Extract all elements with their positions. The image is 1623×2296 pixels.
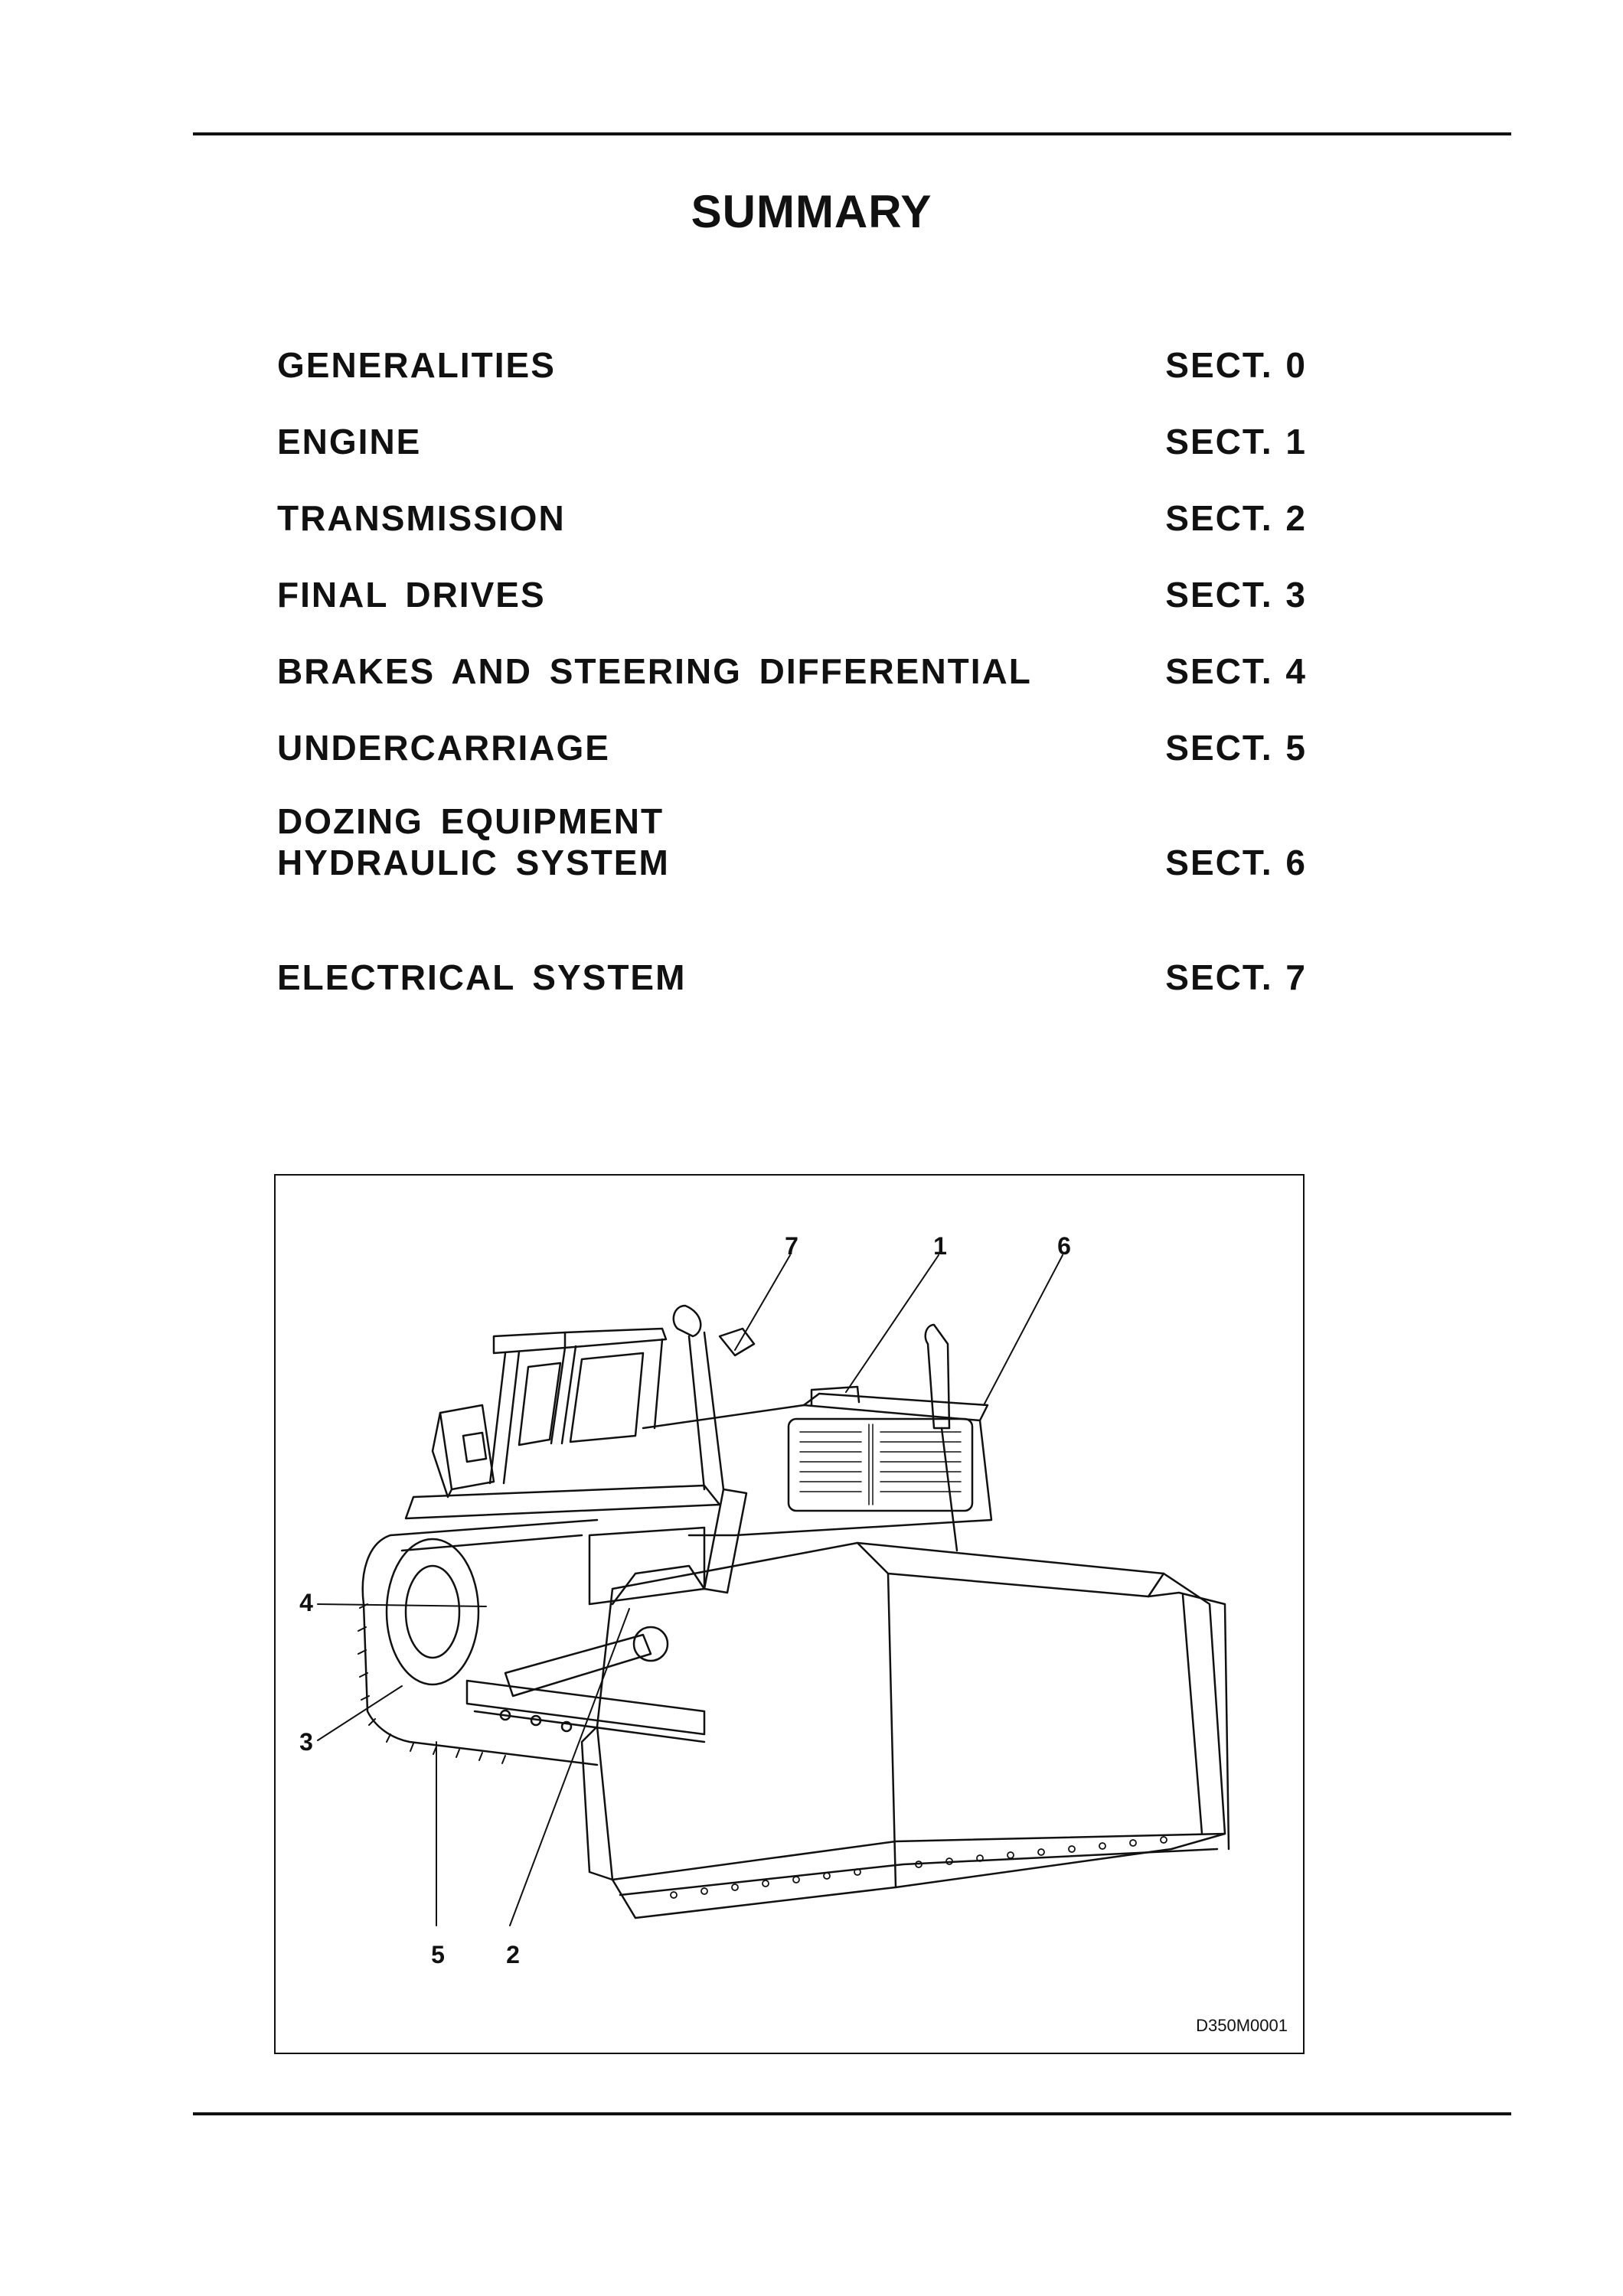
toc-row-dozing-hydraulic[interactable] bbox=[277, 801, 1307, 883]
toc-label: UNDERCARRIAGE bbox=[277, 728, 610, 768]
toc-row-engine[interactable] bbox=[277, 421, 1307, 462]
toc-row-generalities[interactable] bbox=[277, 344, 1307, 386]
toc-label: DOZING EQUIPMENT HYDRAULIC SYSTEM bbox=[277, 801, 670, 882]
toc-label: FINAL DRIVES bbox=[277, 575, 546, 615]
callout-3: 3 bbox=[299, 1728, 313, 1756]
toc-section-number: SECT. 6 bbox=[1165, 843, 1307, 882]
callout-1: 1 bbox=[933, 1232, 947, 1260]
toc-section-number: SECT. 4 bbox=[1165, 651, 1307, 691]
figure-code: D350M0001 bbox=[1196, 2016, 1288, 2035]
top-rule bbox=[193, 132, 1511, 135]
toc-section-number: SECT. 2 bbox=[1165, 498, 1307, 538]
toc-label: GENERALITIES bbox=[277, 345, 556, 385]
toc-label: ENGINE bbox=[277, 422, 422, 461]
toc-label: TRANSMISSION bbox=[277, 498, 566, 538]
toc-label: ELECTRICAL SYSTEM bbox=[277, 957, 687, 997]
toc-row-final-drives[interactable] bbox=[277, 574, 1307, 615]
toc-row-electrical[interactable] bbox=[277, 957, 1307, 998]
bulldozer-figure bbox=[274, 1174, 1305, 2054]
toc-section-number: SECT. 0 bbox=[1165, 345, 1307, 385]
toc-section-number: SECT. 7 bbox=[1165, 957, 1307, 997]
callout-5: 5 bbox=[431, 1941, 445, 1968]
page-title: SUMMARY bbox=[691, 186, 932, 237]
callout-7: 7 bbox=[785, 1232, 798, 1260]
toc-row-transmission[interactable] bbox=[277, 497, 1307, 539]
bulldozer-drawing bbox=[276, 1176, 1303, 2053]
toc-label: BRAKES AND STEERING DIFFERENTIAL bbox=[277, 651, 1032, 691]
toc-section-number: SECT. 1 bbox=[1165, 422, 1307, 461]
toc-section-number: SECT. 5 bbox=[1165, 728, 1307, 768]
callout-4: 4 bbox=[299, 1589, 313, 1616]
toc-section-number: SECT. 3 bbox=[1165, 575, 1307, 615]
bottom-rule bbox=[193, 2112, 1511, 2115]
callout-2: 2 bbox=[506, 1941, 520, 1968]
toc-row-undercarriage[interactable] bbox=[277, 727, 1307, 768]
callout-6: 6 bbox=[1057, 1232, 1071, 1260]
toc-row-brakes-steering[interactable] bbox=[277, 651, 1307, 692]
